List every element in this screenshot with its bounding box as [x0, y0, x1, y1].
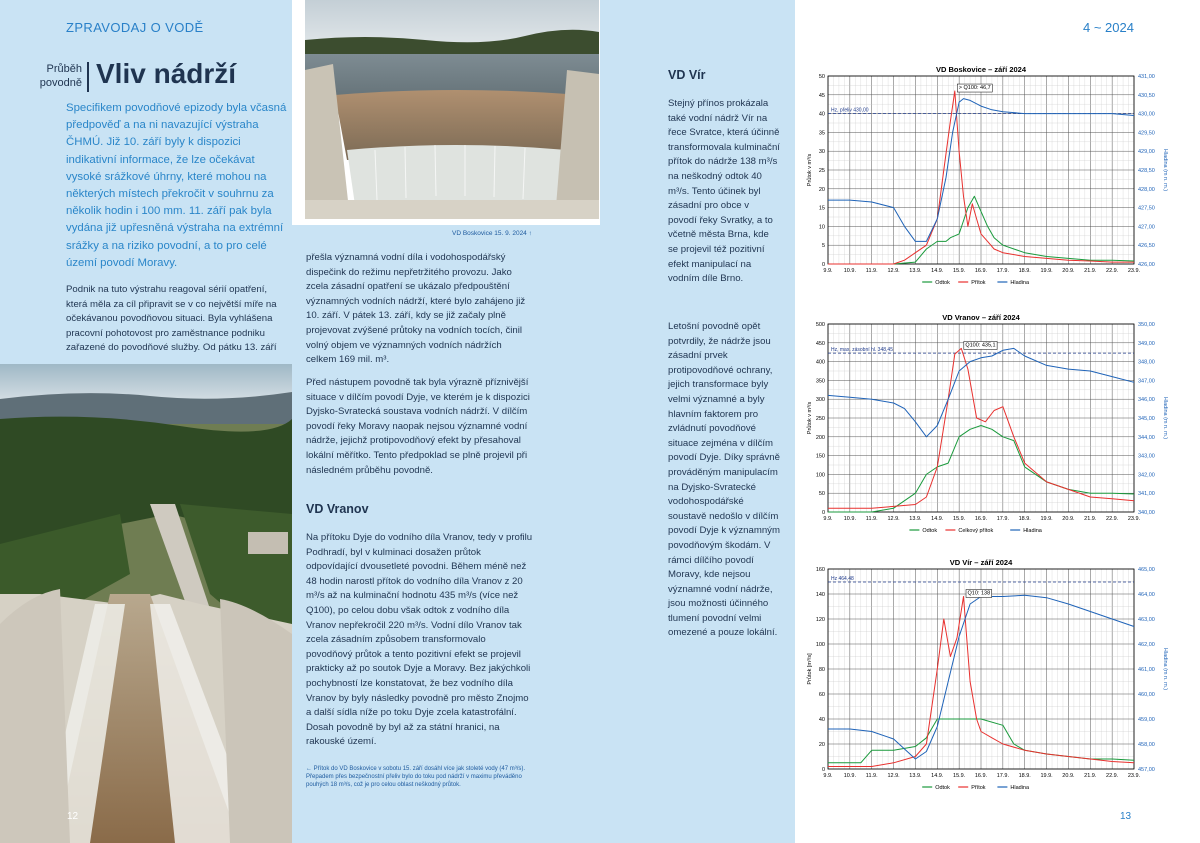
y-tick-label: 500: [815, 322, 825, 328]
y2-tick-label: 430,00: [1138, 111, 1155, 118]
column1-text: Podnik na tuto výstrahu reagoval sérií opatření, která měla za cíl připravit se v co největší míře na očekávanou povodňovou situaci. Byla vyhlášena pracovní pohotovost pro zaměstnance podniku zařazené do povodňové služby. Od pátku 13. září: [66, 284, 277, 354]
boskovice-dam-photo: [305, 0, 599, 219]
y-axis-label: Průtok [m³/s]: [807, 653, 813, 685]
y2-tick-label: 347,00: [1138, 378, 1155, 385]
y-tick-label: 60: [818, 692, 825, 698]
y2-tick-label: 342,00: [1138, 472, 1155, 479]
y2-tick-label: 427,00: [1138, 224, 1155, 231]
y-tick-label: 20: [818, 186, 825, 193]
top-photo-caption: VD Boskovice 15. 9. 2024 ↑: [452, 230, 532, 237]
x-tick-label: 20.9.: [1062, 773, 1075, 779]
magazine-title: ZPRAVODAJ O VODĚ: [66, 20, 204, 35]
x-tick-label: 9.9.: [823, 516, 833, 522]
legend-label: Hladina: [1010, 280, 1030, 286]
y-tick-label: 160: [815, 567, 825, 573]
x-tick-label: 11.9.: [865, 773, 878, 779]
x-tick-label: 23.9.: [1127, 516, 1141, 522]
y-tick-label: 450: [815, 340, 825, 347]
x-tick-label: 18.9.: [1018, 516, 1031, 522]
x-tick-label: 16.9.: [974, 773, 988, 779]
y2-tick-label: 344,00: [1138, 434, 1155, 441]
y2-tick-label: 340,00: [1138, 510, 1155, 516]
y2-tick-label: 346,00: [1138, 397, 1155, 404]
y-tick-label: 45: [818, 92, 825, 99]
y2-tick-label: 341,00: [1138, 491, 1155, 498]
y-tick-label: 15: [818, 205, 825, 212]
y-tick-label: 5: [821, 243, 825, 250]
x-tick-label: 15.9.: [953, 773, 966, 779]
peak-label: Q10: 138: [967, 590, 991, 597]
y-tick-label: 400: [815, 359, 825, 366]
y-tick-label: 40: [818, 717, 825, 723]
y2-axis-label: Hladina (m n. m.): [1162, 647, 1168, 691]
y-tick-label: 100: [815, 472, 825, 479]
y2-tick-label: 428,00: [1138, 186, 1155, 193]
x-tick-label: 9.9.: [823, 773, 833, 779]
x-tick-label: 17.9.: [996, 516, 1009, 522]
x-tick-label: 22.9.: [1106, 773, 1119, 779]
legend-label: Přítok: [971, 785, 986, 791]
x-tick-label: 16.9.: [974, 516, 988, 522]
y-axis-label: Průtok v m³/s: [807, 153, 813, 187]
x-tick-label: 21.9.: [1084, 268, 1097, 274]
left-page-number: 12: [67, 811, 79, 822]
x-tick-label: 18.9.: [1018, 268, 1031, 274]
column2-paragraph2: Před nástupem povodně tak byla výrazně příznivější situace v dílčím povodí Dyje, ve kterém je k dispozici Dyjsko-Svratecká soustava vodních nádrží. V dílčím povodí řeky Moravy naopak nejsou významné vodní nádrže, jejichž protipovodňový efekt by přesahoval lokální měřítko. Tento předpoklad se plně projevil při následném průběhu povodně.: [306, 377, 530, 476]
x-tick-label: 10.9.: [843, 773, 856, 779]
chart-vir: [800, 553, 1200, 798]
y-tick-label: 50: [818, 491, 825, 498]
title-divider: [87, 62, 89, 92]
y-tick-label: 140: [815, 592, 825, 598]
y-tick-label: 80: [818, 667, 825, 673]
x-tick-label: 23.9.: [1127, 268, 1141, 274]
legend-label: Hladina: [1023, 528, 1042, 534]
issue-number: 4 ~ 2024: [1083, 20, 1134, 35]
y2-tick-label: 464,00: [1138, 592, 1155, 598]
y2-tick-label: 465,00: [1138, 567, 1155, 573]
y2-tick-label: 430,50: [1138, 92, 1155, 99]
y-tick-label: 35: [818, 130, 825, 137]
x-tick-label: 9.9.: [823, 268, 833, 274]
y-tick-label: 200: [815, 434, 825, 441]
x-tick-label: 19.9.: [1040, 516, 1053, 522]
x-tick-label: 17.9.: [996, 268, 1009, 274]
x-tick-label: 11.9.: [865, 268, 878, 274]
y2-tick-label: 428,50: [1138, 168, 1155, 174]
legend-label: Přítok: [971, 280, 986, 286]
column3-paragraph2: Letošní povodně opět potvrdily, že nádrže jsou zásadní prvek protipovodňové ochrany, jejich transformace byly velmi významné a byly hlavním faktorem pro zvládnutí povodňové situace zejména v dílčím povodí Dyje. Díky správně prováděným manipulacím na Dyjsko-Svratecké vodohospodářské soustavě nedošlo v dílčím povodí Dyje k významným povodňovým škodám. V rámci dílčího povodí Moravy, kde nejsou významné vodní nádrže, jsou možnosti účinného tlumení povodní velmi omezené a pouze lokální.: [668, 321, 780, 639]
page-title: Vliv nádrží: [96, 58, 237, 89]
section-label: [30, 62, 82, 90]
x-tick-label: 19.9.: [1040, 268, 1053, 274]
y-tick-label: 10: [818, 224, 825, 231]
y2-tick-label: 427,50: [1138, 205, 1155, 212]
x-tick-label: 12.9.: [887, 268, 900, 274]
x-tick-label: 14.9.: [931, 268, 944, 274]
x-tick-label: 21.9.: [1084, 516, 1097, 522]
chart-title: VD Vír – září 2024: [949, 558, 1013, 567]
photo-footnote: ← Přítok do VD Boskovice v sobotu 15. září dosáhl více jak stoleté vody (47 m³/s). Přepadem přes bezpečnostní přeliv bylo do toku pod nádrží v maximu převáděno pouhých 18 m³/s, což je pro celou oblast neškodný průtok.: [306, 766, 526, 788]
legend-label: Hladina: [1010, 785, 1030, 791]
peak-label: Q100: 435,1: [965, 342, 996, 349]
x-tick-label: 18.9.: [1018, 773, 1031, 779]
x-tick-label: 15.9.: [953, 268, 966, 274]
vir-heading: VD Vír: [668, 68, 706, 82]
y2-tick-label: 459,00: [1138, 717, 1155, 723]
reference-line-label: Hz, max. zásobní hl. 348,45: [831, 347, 893, 354]
x-tick-label: 10.9.: [843, 516, 856, 522]
legend-label: Odtok: [935, 785, 950, 791]
y-tick-label: 50: [818, 74, 825, 80]
chart-boskovice: [800, 60, 1200, 292]
x-tick-label: 12.9.: [887, 773, 900, 779]
x-tick-label: 19.9.: [1040, 773, 1053, 779]
y-tick-label: 20: [818, 742, 825, 748]
y2-tick-label: 431,00: [1138, 74, 1155, 80]
y2-tick-label: 343,00: [1138, 453, 1155, 460]
x-tick-label: 17.9.: [996, 773, 1009, 779]
reference-line-label: Hz, přeliv 430,00: [831, 107, 869, 114]
legend-label: Celkový přítok: [958, 528, 994, 534]
x-tick-label: 15.9.: [953, 516, 966, 522]
column2-paragraph1: přešla významná vodní díla i vodohospodářský dispečink do režimu nepřetržitého provozu. Jako zcela zásadní opatření se ukázalo předpouštění významných vodních nádrží, které bylo zahájeno již 10. září. V pátek 13. září, kdy se již začaly plně projevovat zvýšené průtoky na vodních tocích, činil volný objem ve významných vodních nádržích celkem 169 mil. m³.: [306, 252, 526, 366]
y-tick-label: 0: [821, 767, 825, 773]
x-tick-label: 13.9.: [909, 268, 922, 274]
y2-tick-label: 350,00: [1138, 322, 1155, 328]
y2-tick-label: 429,50: [1138, 130, 1155, 137]
y-tick-label: 120: [815, 617, 825, 623]
y2-tick-label: 345,00: [1138, 416, 1155, 422]
right-page-number: 13: [1120, 811, 1132, 822]
y-axis-label: Průtok v m³/s: [807, 401, 813, 435]
y-tick-label: 25: [818, 168, 825, 174]
reference-line-label: Hz 464,48: [831, 576, 854, 582]
y2-tick-label: 461,00: [1138, 667, 1155, 673]
y-tick-label: 300: [815, 397, 825, 404]
vranov-heading: VD Vranov: [306, 502, 369, 516]
y2-tick-label: 462,00: [1138, 642, 1155, 648]
y-tick-label: 100: [815, 642, 825, 648]
peak-label: > Q100: 46,7: [958, 85, 991, 92]
x-tick-label: 13.9.: [909, 773, 922, 779]
x-tick-label: 23.9.: [1127, 773, 1141, 779]
column3-paragraph1: Stejný přínos prokázala také vodní nádrž Vír na řece Svratce, která účinně transformovala kulminační přítok do nádrže 138 m³/s na neškodný odtok 40 m³/s. Tento účinek byl zásadní pro obce v povodí řeky Svratky, a to včetně města Brna, kde se projevil též pozitivní efekt manipulací na vodním díle Brno.: [668, 98, 780, 285]
y2-axis-label: Hladina (m n. m.): [1162, 148, 1168, 192]
y2-tick-label: 458,00: [1138, 742, 1155, 748]
y-tick-label: 30: [818, 149, 825, 156]
y-tick-label: 150: [815, 453, 825, 460]
y-tick-label: 350: [815, 378, 825, 385]
section-label-line2: povodně: [39, 77, 82, 89]
section-label-line1: Průběh: [46, 63, 82, 75]
x-tick-label: 22.9.: [1106, 516, 1119, 522]
y2-tick-label: 460,00: [1138, 692, 1155, 698]
x-tick-label: 14.9.: [931, 773, 944, 779]
y2-tick-label: 426,50: [1138, 243, 1155, 250]
x-tick-label: 13.9.: [909, 516, 922, 522]
y2-tick-label: 349,00: [1138, 340, 1155, 347]
y-tick-label: 40: [818, 111, 825, 118]
y-tick-label: 250: [815, 416, 825, 422]
y2-tick-label: 348,00: [1138, 359, 1155, 366]
vranov-spillway-photo: [0, 364, 292, 843]
x-tick-label: 20.9.: [1062, 268, 1075, 274]
y2-tick-label: 426,00: [1138, 262, 1155, 268]
x-tick-label: 14.9.: [931, 516, 944, 522]
chart-vranov: [800, 308, 1200, 540]
column2-paragraph3: Na přítoku Dyje do vodního díla Vranov, tedy v profilu Podhradí, byl v kulminaci dosažen průtok odpovídající dvousetleté povodni. Během méně než 48 hodin narostl přítok do vodního díla Vranov z 20 m³/s až na kulminační hodnotu 435 m³/s (více než Q100), po celou dobu však odtok z vodního díla Vranov nepřekročil 220 m³/s. Vodní dílo Vranov tak zcela zásadním způsobem transformovalo povodňový průtok a tento pozitivní efekt se projevil prakticky až po soutok Dyje a Moravy. Bez jakýchkoli pochybností lze konstatovat, že bez vodního díla Vranov by byly následky povodně pro město Znojmo a další sídla níže po toku Dyje zcela katastrofální. Dosah povodně by byl až za státní hranici, na rakouské území.: [306, 532, 533, 748]
y2-tick-label: 457,00: [1138, 767, 1155, 773]
x-tick-label: 22.9.: [1106, 268, 1119, 274]
chart-title: VD Vranov – září 2024: [942, 313, 1020, 322]
chart-title: VD Boskovice – září 2024: [935, 65, 1027, 74]
x-tick-label: 16.9.: [974, 268, 988, 274]
y-tick-label: 0: [821, 262, 825, 268]
legend-label: Odtok: [922, 528, 938, 534]
x-tick-label: 10.9.: [843, 268, 856, 274]
y2-tick-label: 463,00: [1138, 617, 1155, 623]
y-tick-label: 0: [821, 510, 825, 516]
legend-label: Odtok: [935, 280, 950, 286]
y2-axis-label: Hladina (m n. m.): [1162, 396, 1168, 440]
x-tick-label: 11.9.: [865, 516, 878, 522]
intro-paragraph: Specifikem povodňové epizody byla včasná předpověď a na ni navazující výstraha ČHMÚ. Již 10. září byly k dispozici indikativní informace, že lze očekávat vysoké srážkové úhrny, které mohou na některých místech překročit v souhrnu za několik hodin i 100 mm. 11. září pak byla vydána již upřesněná výstraha na extrémní srážky a na riziko povodní, a to pro celé území povodí Moravy.: [66, 102, 287, 269]
x-tick-label: 21.9.: [1084, 773, 1097, 779]
x-tick-label: 12.9.: [887, 516, 900, 522]
x-tick-label: 20.9.: [1062, 516, 1075, 522]
y2-tick-label: 429,00: [1138, 149, 1155, 156]
